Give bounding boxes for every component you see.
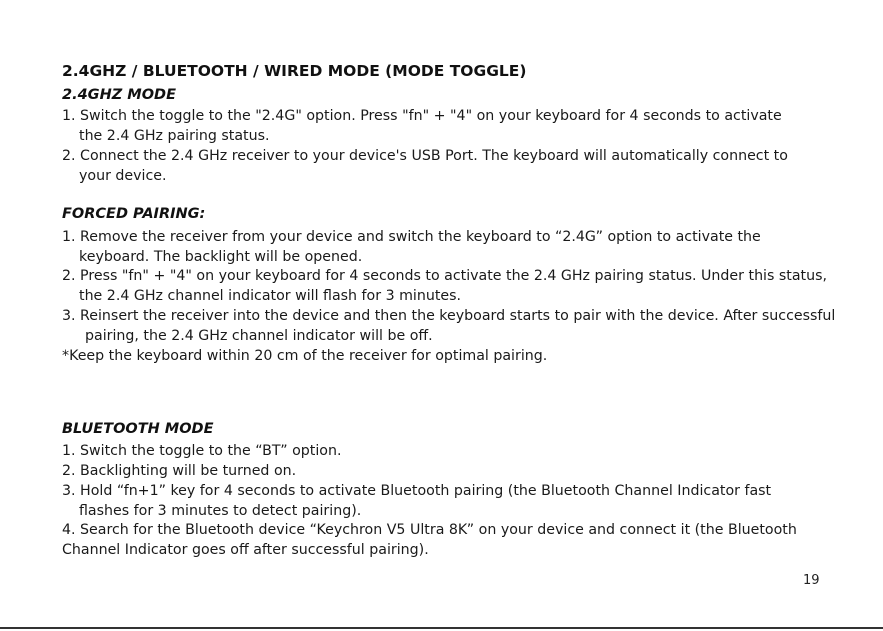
section-heading-forced-pairing: FORCED PAIRING:: [62, 206, 206, 222]
forced-line-6: pairing, the 2.4 GHz channel indicator will be off.: [85, 328, 433, 344]
bt-line-6: Channel Indicator goes off after successful pairing).: [62, 542, 429, 558]
forced-line-5: 3. Reinsert the receiver into the device and then the keyboard starts to pair with the device. After successful: [62, 308, 836, 324]
page-number: 19: [803, 573, 820, 588]
bottom-rule: [0, 627, 883, 629]
section-heading-24ghz-mode: 2.4GHZ MODE: [62, 87, 176, 103]
forced-line-3: 2. Press "fn" + "4" on your keyboard for 4 seconds to activate the 2.4 GHz pairing status. Under this status,: [62, 268, 828, 284]
bt-line-3: 3. Hold “fn+1” key for 4 seconds to activate Bluetooth pairing (the Bluetooth Channel Indicator fast: [62, 483, 772, 499]
bt-line-2: 2. Backlighting will be turned on.: [62, 463, 297, 479]
forced-note: *Keep the keyboard within 20 cm of the receiver for optimal pairing.: [62, 348, 548, 364]
forced-line-4: the 2.4 GHz channel indicator will flash for 3 minutes.: [79, 288, 462, 304]
page-title: 2.4GHZ / BLUETOOTH / WIRED MODE (MODE TOGGLE): [62, 62, 527, 80]
mode24-line-4: your device.: [79, 168, 167, 184]
mode24-line-3: 2. Connect the 2.4 GHz receiver to your device's USB Port. The keyboard will automatically connect to: [62, 148, 788, 164]
mode24-line-2: the 2.4 GHz pairing status.: [79, 128, 270, 144]
forced-line-2: keyboard. The backlight will be opened.: [79, 249, 363, 265]
bt-line-5: 4. Search for the Bluetooth device “Keychron V5 Ultra 8K” on your device and connect it (the Bluetooth: [62, 522, 797, 538]
bt-line-1: 1. Switch the toggle to the “BT” option.: [62, 443, 342, 459]
bt-line-4: flashes for 3 minutes to detect pairing).: [79, 503, 362, 519]
mode24-line-1: 1. Switch the toggle to the "2.4G" option. Press "fn" + "4" on your keyboard for 4 seconds to activate: [62, 108, 782, 124]
section-heading-bluetooth-mode: BLUETOOTH MODE: [62, 421, 214, 437]
forced-line-1: 1. Remove the receiver from your device and switch the keyboard to “2.4G” option to activate the: [62, 229, 761, 245]
